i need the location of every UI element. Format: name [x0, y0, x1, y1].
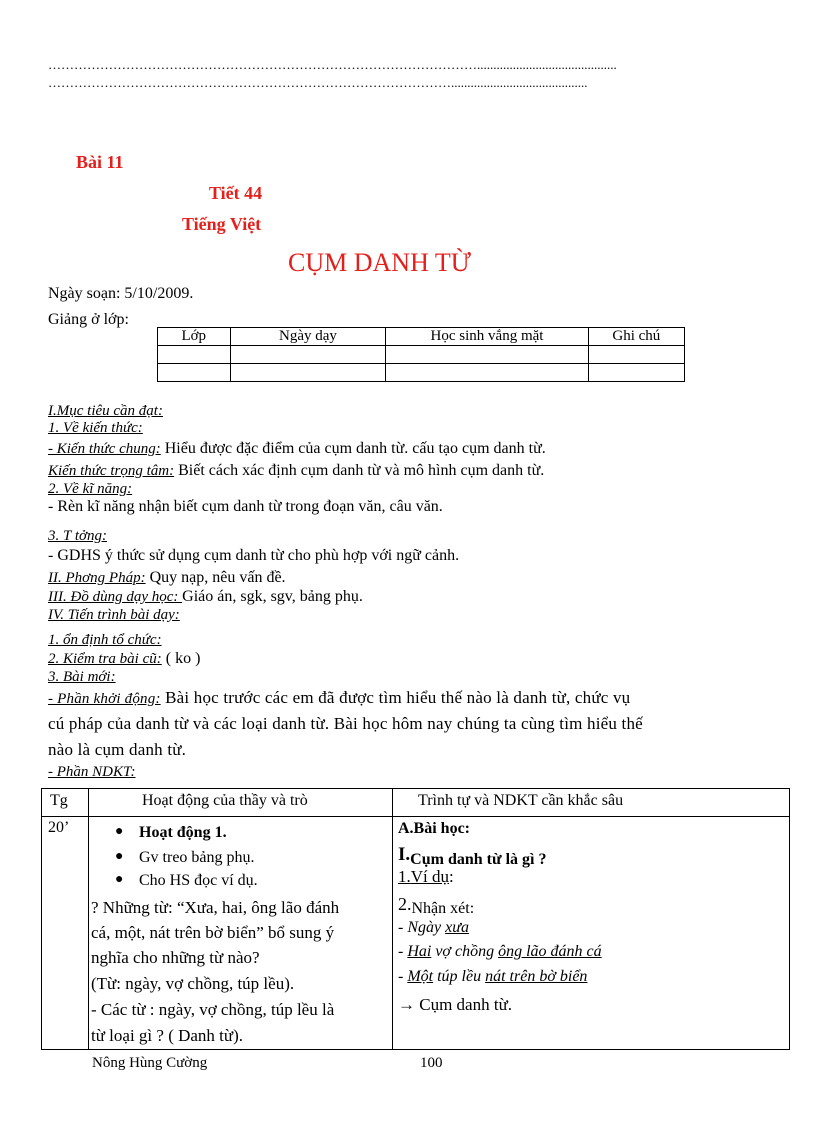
example-2-word-a: Hai [407, 943, 432, 960]
section-a: A.Bài học: [398, 820, 470, 837]
remark-text: Nhận xét: [411, 900, 475, 917]
step-2-line [48, 650, 200, 668]
remark-number: 2. [398, 894, 412, 914]
conclusion: → Cụm danh từ. [398, 995, 513, 1014]
attitude-heading: 3. T tởng: [48, 528, 107, 544]
header-divider [42, 816, 789, 817]
lesson-number: Bài 11 [76, 152, 124, 172]
example-2 [398, 943, 602, 961]
question-line-3: nghĩa cho những từ nào? [91, 948, 260, 967]
skill-heading: 2. Về kĩ năng: [48, 481, 133, 497]
attendance-table [157, 327, 685, 382]
attendance-header-absent: Học sinh vắng mặt [386, 328, 588, 346]
step-1: 1. ổn định tổ chức: [48, 632, 162, 648]
column-divider [392, 789, 393, 1049]
example-3-word-b: túp lều [433, 968, 486, 985]
activity-title: Hoạt động 1. [139, 824, 227, 841]
question-line-2: cá, một, nát trên bờ biển” bổ sung ý [91, 923, 335, 942]
method-line [48, 569, 286, 587]
header-content: Trình tự và NDKT cần khắc sâu [418, 792, 624, 809]
intro-text-1: Bài học trước các em đã được tìm hiểu thế nào là danh từ, chức vụ [160, 688, 631, 707]
method-text: Quy nạp, nêu vấn đề. [145, 569, 286, 586]
example-heading [398, 867, 454, 887]
section-i [398, 844, 546, 869]
example-text: Ví dụ [410, 867, 449, 886]
section-i-text: Cụm danh từ là gì ? [410, 851, 547, 868]
example-1-word-b: xưa [445, 919, 469, 936]
question-line-4: - Các từ : ngày, vợ chồng, túp lều là [91, 1000, 335, 1019]
header-time: Tg [50, 792, 68, 809]
attendance-cell [386, 364, 588, 382]
general-knowledge-text: Hiểu được đặc điểm của cụm danh từ. cấu tạo cụm danh từ. [160, 440, 546, 457]
example-1-prefix: - [398, 919, 408, 936]
bullet-icon: ● [115, 849, 124, 864]
prep-date: Ngày soạn: 5/10/2009. [48, 285, 194, 302]
general-knowledge-label: - Kiến thức chung: [48, 441, 161, 457]
ndkt-table [41, 788, 790, 1050]
activity-bullet-1: Gv treo bảng phụ. [139, 849, 255, 866]
focus-knowledge-label: Kiến thức trọng tâm: [48, 463, 175, 479]
activity-bullet-2: Cho HS đọc ví dụ. [139, 872, 258, 889]
answer-line-1: (Từ: ngày, vợ chồng, túp lều). [91, 974, 295, 993]
attendance-cell [386, 346, 588, 364]
intro-line-2: cú pháp của danh từ và các loại danh từ. Bài học hôm nay chúng ta cùng tìm hiểu thế [48, 714, 643, 733]
example-3-word-c: nát trên bờ biển [485, 968, 588, 985]
time-value: 20’ [48, 819, 70, 836]
section-i-number: I. [398, 844, 411, 865]
general-knowledge-line [48, 440, 546, 458]
header-dots-1: ………………………………………………………………………………………........................................... [48, 57, 617, 72]
attendance-cell [230, 346, 386, 364]
question-line-1: ? Những từ: “Xưa, hai, ông lão đánh [91, 898, 340, 917]
example-2-word-b: vợ chồng [431, 943, 499, 960]
attendance-header-date: Ngày dạy [230, 328, 386, 346]
footer-author: Nông Hùng Cường [92, 1055, 208, 1071]
intro-line-3: nào là cụm danh từ. [48, 740, 187, 759]
objectives-heading: I.Mục tiêu cần đạt: [48, 403, 163, 419]
step-2-text: ( ko ) [161, 650, 201, 667]
ndkt-heading: - Phần NDKT: [48, 764, 136, 780]
process-heading: IV. Tiến trình bài dạy: [48, 607, 180, 623]
example-3-word-a: Một [407, 968, 434, 985]
example-1 [398, 919, 469, 937]
attendance-cell [230, 364, 386, 382]
bullet-icon: ● [115, 872, 124, 887]
step-3: 3. Bài mới: [48, 669, 116, 685]
teach-class-label: Giảng ở lớp: [48, 311, 129, 328]
focus-knowledge-text: Biết cách xác định cụm danh từ và mô hình cụm danh từ. [174, 462, 545, 479]
focus-knowledge-line [48, 462, 544, 480]
attendance-header-note: Ghi chú [588, 328, 684, 346]
method-label: II. Phơng Pháp: [48, 570, 146, 586]
attitude-text: - GDHS ý thức sử dụng cụm danh từ cho phù hợp với ngữ cảnh. [48, 547, 460, 564]
knowledge-heading: 1. Về kiến thức: [48, 420, 143, 436]
bullet-icon: ● [115, 824, 124, 839]
materials-text: Giáo án, sgk, sgv, bảng phụ. [182, 588, 363, 605]
page-title: CỤM DANH TỪ [288, 248, 471, 277]
attendance-header-class: Lớp [158, 328, 231, 346]
example-3 [398, 968, 587, 986]
materials-line [48, 588, 363, 606]
period-number: Tiết 44 [209, 183, 263, 203]
subject-name: Tiếng Việt [182, 214, 262, 234]
attendance-cell [158, 346, 231, 364]
intro-line-1 [48, 688, 630, 708]
example-1-word-a: Ngày [407, 919, 442, 936]
header-dots-2: ………………………………………………………………………………….......................................... [48, 75, 588, 90]
attendance-cell [588, 346, 684, 364]
example-2-prefix: - [398, 943, 408, 960]
materials-label: III. Đồ dùng dạy học: [48, 589, 183, 605]
example-number: 1. [398, 867, 411, 886]
attendance-cell [158, 364, 231, 382]
header-activity: Hoạt động của thầy và trò [142, 792, 308, 809]
attendance-cell [588, 364, 684, 382]
example-2-word-c: ông lão đánh cá [498, 943, 602, 960]
example-colon: : [449, 867, 454, 886]
step-2-label: 2. Kiểm tra bài cũ: [48, 651, 162, 667]
footer-page-number: 100 [420, 1055, 443, 1071]
intro-label: - Phần khởi động: [48, 691, 161, 707]
column-divider [88, 789, 89, 1049]
question-line-5: từ loại gì ? ( Danh từ). [91, 1026, 244, 1045]
remark-heading [398, 894, 474, 918]
example-3-prefix: - [398, 968, 408, 985]
skill-text: - Rèn kĩ năng nhận biết cụm danh từ trong đoạn văn, câu văn. [48, 498, 443, 515]
